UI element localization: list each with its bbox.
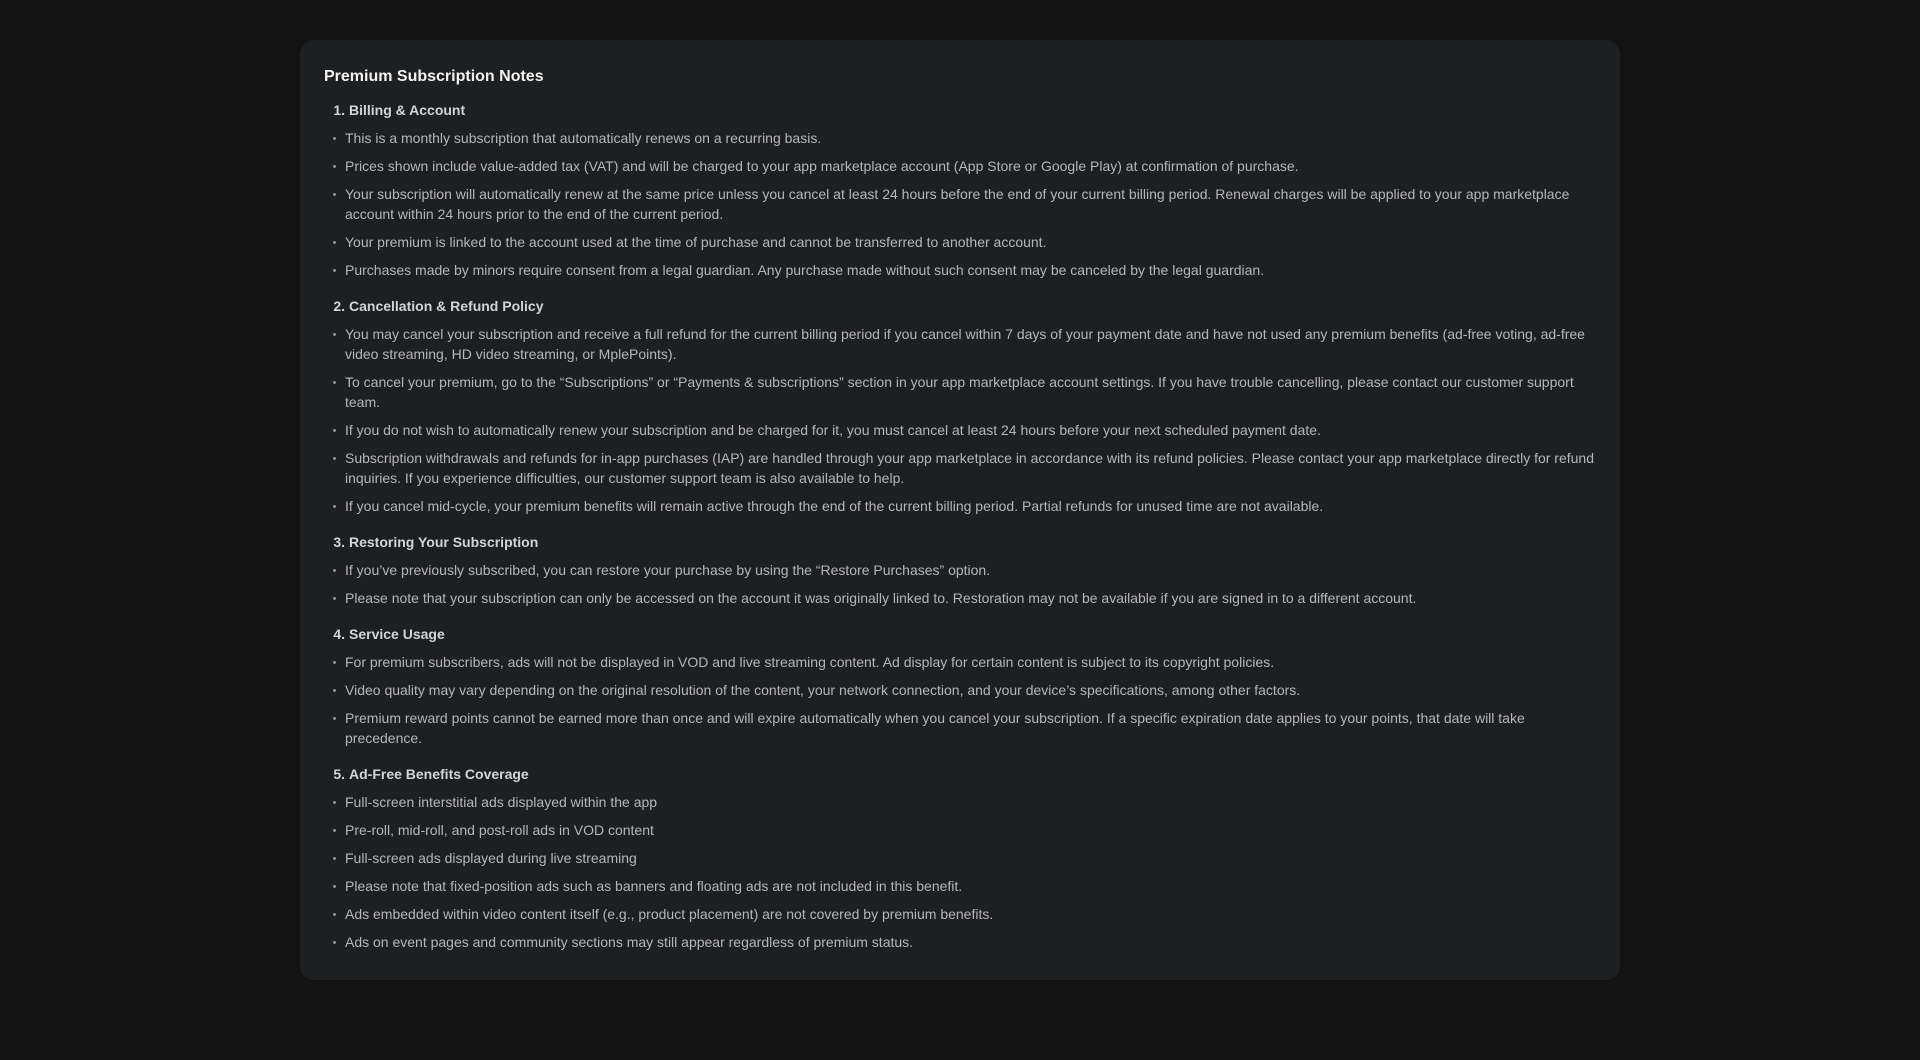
section-number: 4. — [333, 626, 345, 642]
list-item: Please note that fixed-position ads such as banners and floating ads are not included in this benefit. — [324, 876, 1596, 896]
list-item: Full-screen interstitial ads displayed within the app — [324, 792, 1596, 812]
section-heading — [324, 764, 1596, 784]
section-heading — [324, 624, 1596, 644]
section-title: Service Usage — [349, 626, 445, 642]
page-title: Premium Subscription Notes — [324, 68, 544, 85]
section-number: 1. — [333, 102, 345, 118]
bullet-list — [324, 128, 1596, 280]
list-item: You may cancel your subscription and receive a full refund for the current billing period if you cancel within 7 days of your payment date and have not used any premium benefits (ad-free voting, ad-free video streaming, HD video streaming, or MplePoints). — [324, 324, 1596, 364]
section-number: 3. — [333, 534, 345, 550]
section-number: 5. — [333, 766, 345, 782]
list-item: Ads embedded within video content itself (e.g., product placement) are not covered by premium benefits. — [324, 904, 1596, 924]
section-title: Ad-Free Benefits Coverage — [349, 766, 529, 782]
list-item: Full-screen ads displayed during live streaming — [324, 848, 1596, 868]
bullet-list — [324, 560, 1596, 608]
section-heading — [324, 296, 1596, 316]
list-item: Your premium is linked to the account used at the time of purchase and cannot be transferred to another account. — [324, 232, 1596, 252]
bullet-list — [324, 652, 1596, 748]
list-item: Your subscription will automatically renew at the same price unless you cancel at least 24 hours before the end of your current billing period. Renewal charges will be applied to your app marketplace account within 24 hours prior to the end of the current period. — [324, 184, 1596, 224]
section-title: Restoring Your Subscription — [349, 534, 539, 550]
bullet-list — [324, 324, 1596, 516]
list-item: If you’ve previously subscribed, you can restore your purchase by using the “Restore Purchases” option. — [324, 560, 1596, 580]
list-item: Ads on event pages and community sections may still appear regardless of premium status. — [324, 932, 1596, 952]
list-item: Subscription withdrawals and refunds for in-app purchases (IAP) are handled through your app marketplace in accordance with its refund policies. Please contact your app marketplace directly for refund inquiries. If you experience difficulties, our customer support team is also available to help. — [324, 448, 1596, 488]
sections-container — [324, 100, 1596, 952]
list-item: Pre-roll, mid-roll, and post-roll ads in VOD content — [324, 820, 1596, 840]
list-item: Purchases made by minors require consent from a legal guardian. Any purchase made without such consent may be canceled by the legal guardian. — [324, 260, 1596, 280]
list-item: To cancel your premium, go to the “Subscriptions” or “Payments & subscriptions” section in your app marketplace account settings. If you have trouble cancelling, please contact our customer support team. — [324, 372, 1596, 412]
list-item: For premium subscribers, ads will not be displayed in VOD and live streaming content. Ad display for certain content is subject to its copyright policies. — [324, 652, 1596, 672]
list-item: If you do not wish to automatically renew your subscription and be charged for it, you must cancel at least 24 hours before your next scheduled payment date. — [324, 420, 1596, 440]
list-item: Premium reward points cannot be earned more than once and will expire automatically when you cancel your subscription. If a specific expiration date applies to your points, that date will take precedence. — [324, 708, 1596, 748]
list-item: Video quality may vary depending on the original resolution of the content, your network connection, and your device’s specifications, among other factors. — [324, 680, 1596, 700]
section-5 — [324, 764, 1596, 952]
section-4 — [324, 624, 1596, 748]
list-item: This is a monthly subscription that automatically renews on a recurring basis. — [324, 128, 1596, 148]
list-item: Please note that your subscription can only be accessed on the account it was originally linked to. Restoration may not be available if you are signed in to a different account. — [324, 588, 1596, 608]
subscription-notes-card — [300, 40, 1620, 980]
section-heading — [324, 100, 1596, 120]
section-heading — [324, 532, 1596, 552]
section-3 — [324, 532, 1596, 608]
section-title: Billing & Account — [349, 102, 466, 118]
list-item: If you cancel mid-cycle, your premium benefits will remain active through the end of the current billing period. Partial refunds for unused time are not available. — [324, 496, 1596, 516]
section-title: Cancellation & Refund Policy — [349, 298, 544, 314]
section-number: 2. — [333, 298, 345, 314]
section-2 — [324, 296, 1596, 516]
list-item: Prices shown include value-added tax (VAT) and will be charged to your app marketplace account (App Store or Google Play) at confirmation of purchase. — [324, 156, 1596, 176]
bullet-list — [324, 792, 1596, 952]
section-1 — [324, 100, 1596, 280]
